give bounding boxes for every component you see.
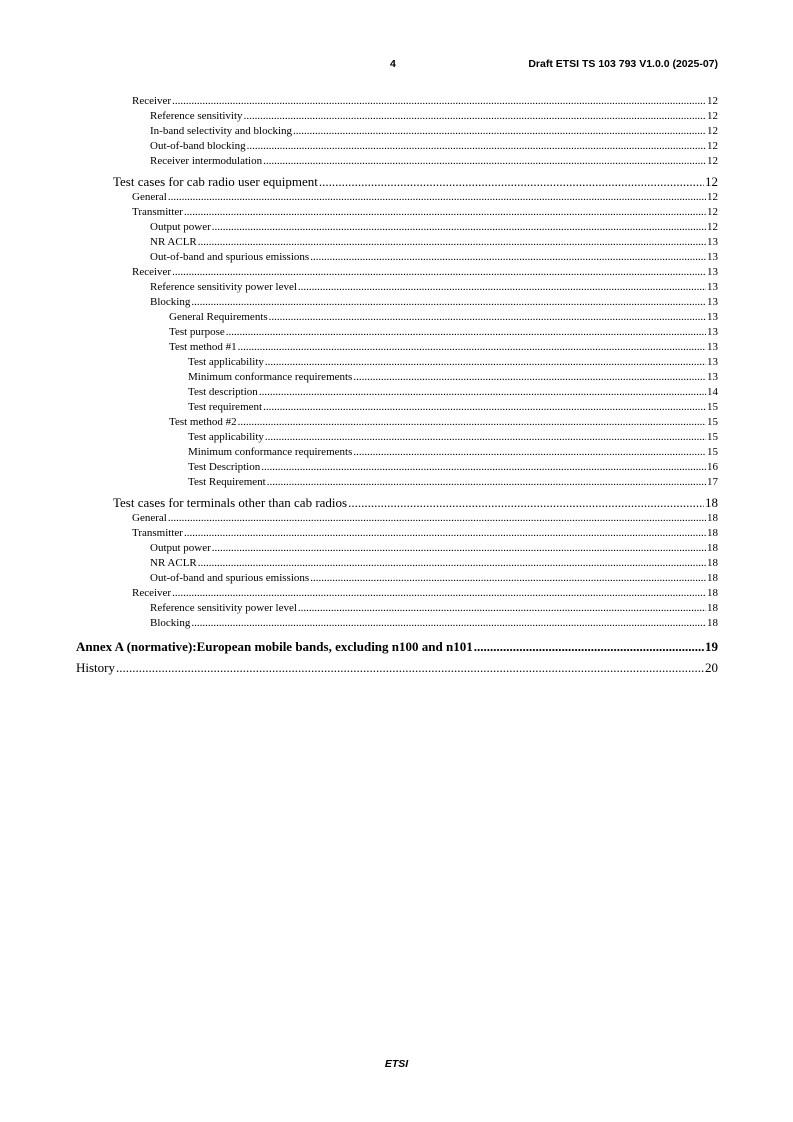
- history-title: History: [76, 660, 115, 675]
- toc-page: 14: [707, 386, 718, 398]
- toc-leader: [267, 475, 706, 490]
- toc-entry[interactable]: [76, 154, 718, 169]
- document-title: Draft ETSI TS 103 793 V1.0.0 (2025-07): [528, 58, 718, 70]
- toc-page: 13: [707, 266, 718, 278]
- toc-entry[interactable]: [76, 190, 718, 205]
- toc-entry[interactable]: [76, 124, 718, 139]
- toc-leader: [184, 205, 706, 220]
- toc-page: 12: [707, 125, 718, 137]
- toc-page: 13: [707, 236, 718, 248]
- toc-history[interactable]: [76, 660, 718, 676]
- toc-page: 15: [707, 416, 718, 428]
- toc-leader: [261, 460, 706, 475]
- toc-leader: [172, 265, 706, 280]
- toc-leader: [226, 325, 706, 340]
- toc-page: 18: [707, 617, 718, 629]
- toc-entry[interactable]: [76, 295, 718, 310]
- toc-leader: [212, 541, 706, 556]
- toc-title: NR ACLR: [76, 235, 198, 250]
- toc-leader: [353, 445, 706, 460]
- toc-page: 13: [707, 371, 718, 383]
- toc-entry[interactable]: [76, 541, 718, 556]
- toc-page: 18: [707, 572, 718, 584]
- toc-entry[interactable]: [76, 415, 718, 430]
- toc-title: Reference sensitivity power level: [76, 280, 298, 295]
- toc-entry[interactable]: [76, 385, 718, 400]
- toc-entry[interactable]: [76, 445, 718, 460]
- toc-title: Test purpose: [76, 325, 226, 340]
- toc-title: Out-of-band blocking: [76, 139, 247, 154]
- toc-leader: [293, 124, 706, 139]
- toc-leader: [244, 109, 706, 124]
- toc-page: 18: [707, 542, 718, 554]
- toc-page: 13: [707, 326, 718, 338]
- toc-leader: [168, 511, 706, 526]
- toc-entry[interactable]: [76, 265, 718, 280]
- toc-entry[interactable]: [76, 571, 718, 586]
- toc-title: In-band selectivity and blocking: [76, 124, 293, 139]
- toc-leader: [269, 310, 706, 325]
- toc-title: Test method #1: [76, 340, 238, 355]
- toc-title: Test applicability: [76, 355, 265, 370]
- toc-leader: [172, 586, 706, 601]
- toc-entry[interactable]: [76, 616, 718, 631]
- toc-page: 13: [707, 356, 718, 368]
- toc-title: Test Requirement: [76, 475, 267, 490]
- toc-title: Receiver: [76, 94, 172, 109]
- toc-page: 12: [707, 221, 718, 233]
- toc-page: 15: [707, 446, 718, 458]
- toc-leader: [198, 235, 706, 250]
- toc-leader: [259, 385, 706, 400]
- toc-title: Transmitter: [76, 205, 184, 220]
- toc-page: 13: [707, 251, 718, 263]
- toc-title: Reference sensitivity power level: [76, 601, 298, 616]
- toc-page: 18: [707, 602, 718, 614]
- toc-entry[interactable]: [76, 220, 718, 235]
- toc-page: 18: [707, 557, 718, 569]
- toc-leader: [238, 340, 706, 355]
- toc-page: 15: [707, 401, 718, 413]
- toc-entry[interactable]: [76, 235, 718, 250]
- toc-title: Out-of-band and spurious emissions: [76, 250, 310, 265]
- toc-entry[interactable]: [76, 94, 718, 109]
- toc-leader: [238, 415, 706, 430]
- toc-entry[interactable]: [76, 325, 718, 340]
- toc-page: 16: [707, 461, 718, 473]
- toc-page: 12: [707, 95, 718, 107]
- toc-annex-a[interactable]: [76, 639, 718, 655]
- toc-leader: [212, 220, 706, 235]
- toc-entry[interactable]: [76, 340, 718, 355]
- toc-page: 12: [707, 191, 718, 203]
- toc-leader: [353, 370, 706, 385]
- toc-entry[interactable]: [76, 511, 718, 526]
- toc-entry[interactable]: [76, 586, 718, 601]
- toc-leader: [310, 571, 706, 586]
- toc-page: 13: [707, 281, 718, 293]
- toc-title: Test description: [76, 385, 259, 400]
- toc-leader: [474, 639, 704, 655]
- toc-group-10: [76, 511, 718, 631]
- toc-leader: [348, 495, 704, 511]
- toc-entry[interactable]: [76, 430, 718, 445]
- toc-heading-10[interactable]: [76, 495, 718, 511]
- toc-title: Test Description: [76, 460, 261, 475]
- toc-title: Transmitter: [76, 526, 184, 541]
- toc-entry[interactable]: [76, 475, 718, 490]
- toc-page: 19: [705, 639, 718, 654]
- toc-heading-9[interactable]: [76, 174, 718, 190]
- toc-title: General: [76, 511, 168, 526]
- toc-leader: [172, 94, 706, 109]
- toc-leader: [310, 250, 706, 265]
- toc-page: 20: [705, 660, 718, 675]
- toc-group-9: [76, 190, 718, 490]
- toc-page: 18: [707, 587, 718, 599]
- footer-etsi: ETSI: [384, 1058, 409, 1070]
- toc-leader: [298, 280, 706, 295]
- toc-title: Out-of-band and spurious emissions: [76, 571, 310, 586]
- toc-leader: [319, 174, 704, 190]
- toc-page: 18: [707, 512, 718, 524]
- toc-entry[interactable]: [76, 205, 718, 220]
- toc-leader: [263, 154, 706, 169]
- toc-entry[interactable]: [76, 526, 718, 541]
- toc-page: 13: [707, 296, 718, 308]
- toc-entry[interactable]: [76, 280, 718, 295]
- toc-page: 12: [705, 174, 718, 189]
- toc-title: Receiver: [76, 586, 172, 601]
- toc-page: 18: [705, 495, 718, 510]
- toc-page: 15: [707, 431, 718, 443]
- toc-title: NR ACLR: [76, 556, 198, 571]
- toc-leader: [198, 556, 706, 571]
- toc-title: Test cases for cab radio user equipment: [76, 174, 319, 190]
- toc-leader: [298, 601, 706, 616]
- annex-title: European mobile bands, excluding n100 and n101: [196, 639, 473, 654]
- toc-leader: [265, 355, 706, 370]
- toc-page: 17: [707, 476, 718, 488]
- toc-title: Test applicability: [76, 430, 265, 445]
- toc-page: 13: [707, 341, 718, 353]
- toc-leader: [116, 660, 704, 676]
- toc-title: Reference sensitivity: [76, 109, 244, 124]
- annex-label: Annex A (normative):: [76, 639, 197, 654]
- toc-entry[interactable]: [76, 310, 718, 325]
- toc-title: General: [76, 190, 168, 205]
- toc-title: Output power: [76, 220, 212, 235]
- toc-title: Receiver: [76, 265, 172, 280]
- toc-page: 12: [707, 155, 718, 167]
- toc-title: General Requirements: [76, 310, 269, 325]
- toc-entry[interactable]: [76, 250, 718, 265]
- toc-leader: [247, 139, 706, 154]
- toc-entry[interactable]: [76, 370, 718, 385]
- toc-title: Minimum conformance requirements: [76, 370, 353, 385]
- toc-entry[interactable]: [76, 139, 718, 154]
- toc-leader: [191, 616, 706, 631]
- toc-title: Receiver intermodulation: [76, 154, 263, 169]
- toc-leader: [265, 430, 706, 445]
- toc-leader: [263, 400, 706, 415]
- table-of-contents: [76, 94, 718, 676]
- toc-entry[interactable]: [76, 601, 718, 616]
- toc-title: Minimum conformance requirements: [76, 445, 353, 460]
- toc-page: 12: [707, 110, 718, 122]
- toc-title: Output power: [76, 541, 212, 556]
- toc-leader: [168, 190, 706, 205]
- toc-title: Test requirement: [76, 400, 263, 415]
- toc-entry[interactable]: [76, 355, 718, 370]
- toc-leader: [191, 295, 706, 310]
- toc-entry[interactable]: [76, 400, 718, 415]
- toc-title: Blocking: [76, 295, 191, 310]
- toc-title: Blocking: [76, 616, 191, 631]
- toc-leader: [184, 526, 706, 541]
- toc-page: 13: [707, 311, 718, 323]
- toc-group-8: [76, 94, 718, 169]
- toc-page: 12: [707, 140, 718, 152]
- toc-title: Test cases for terminals other than cab radios: [76, 495, 348, 511]
- page-number: 4: [390, 58, 396, 70]
- toc-page: 18: [707, 527, 718, 539]
- toc-page: 12: [707, 206, 718, 218]
- toc-entry[interactable]: [76, 109, 718, 124]
- toc-entry[interactable]: [76, 460, 718, 475]
- toc-title: Test method #2: [76, 415, 238, 430]
- toc-entry[interactable]: [76, 556, 718, 571]
